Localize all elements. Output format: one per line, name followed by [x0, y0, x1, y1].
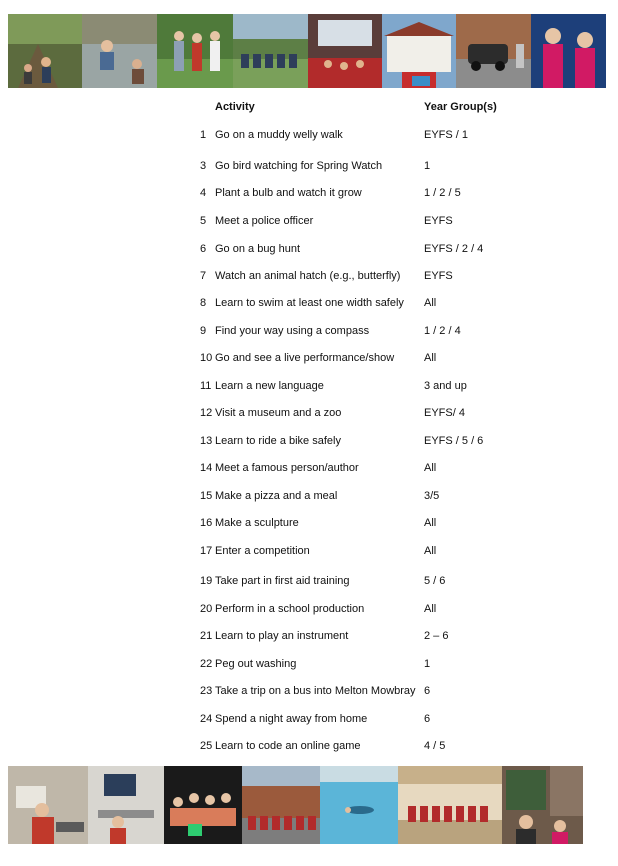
row-activity: Take part in first aid training — [215, 575, 350, 587]
table-row — [0, 685, 618, 701]
row-activity: Plant a bulb and watch it grow — [215, 187, 362, 199]
row-activity: Go and see a live performance/show — [215, 352, 395, 364]
table-row — [0, 713, 618, 729]
forest-den-photo — [8, 14, 82, 88]
row-number: 10 — [200, 352, 213, 364]
row-activity: Go on a bug hunt — [215, 243, 301, 255]
costume-children-photo — [531, 14, 606, 88]
row-number: 12 — [200, 407, 213, 419]
table-row — [0, 380, 618, 396]
stream-photo — [82, 14, 157, 88]
row-activity: Learn to code an online game — [215, 740, 361, 752]
table-row — [0, 407, 618, 423]
row-year-group: 4 / 5 — [424, 740, 446, 752]
table-row — [0, 187, 618, 203]
row-number: 5 — [200, 215, 207, 227]
row-activity: Find your way using a compass — [215, 325, 370, 337]
row-activity: Visit a museum and a zoo — [215, 407, 342, 419]
row-year-group: 5 / 6 — [424, 575, 446, 587]
row-number: 23 — [200, 685, 213, 697]
table-row — [0, 575, 618, 591]
row-year-group: EYFS / 5 / 6 — [424, 435, 484, 447]
row-number: 15 — [200, 490, 213, 502]
row-activity: Meet a famous person/author — [215, 462, 359, 474]
row-activity: Spend a night away from home — [215, 713, 368, 725]
classroom-photo — [8, 766, 88, 844]
table-row — [0, 129, 618, 145]
row-number: 8 — [200, 297, 207, 309]
table-row — [0, 740, 618, 756]
row-number: 9 — [200, 325, 207, 337]
row-activity: Make a sculpture — [215, 517, 299, 529]
row-year-group: 1 — [424, 658, 431, 670]
table-row — [0, 603, 618, 619]
row-number: 16 — [200, 517, 213, 529]
school-building-photo — [382, 14, 456, 88]
row-activity: Learn a new language — [215, 380, 324, 392]
row-number: 21 — [200, 630, 213, 642]
museum-group-photo — [398, 766, 502, 844]
row-number: 19 — [200, 575, 213, 587]
row-number: 24 — [200, 713, 213, 725]
row-number: 11 — [200, 380, 212, 392]
row-year-group: 2 – 6 — [424, 630, 449, 642]
park-group-photo — [233, 14, 308, 88]
row-year-group: All — [424, 517, 437, 529]
row-activity: Meet a police officer — [215, 215, 314, 227]
row-year-group: 6 — [424, 685, 431, 697]
table-row — [0, 545, 618, 561]
outdoor-group-photo — [242, 766, 320, 844]
row-activity: Watch an animal hatch (e.g., butterfly) — [215, 270, 401, 282]
row-number: 7 — [200, 270, 207, 282]
row-year-group: EYFS — [424, 270, 453, 282]
table-row — [0, 435, 618, 451]
bottom-photo-strip — [8, 766, 583, 844]
row-number: 6 — [200, 243, 207, 255]
row-number: 1 — [200, 129, 207, 141]
table-row — [0, 490, 618, 506]
row-year-group: 3 and up — [424, 380, 467, 392]
assembly-hall-photo — [308, 14, 382, 88]
row-activity: Perform in a school production — [215, 603, 365, 615]
table-row — [0, 517, 618, 533]
row-year-group: All — [424, 603, 437, 615]
row-year-group: EYFS / 1 — [424, 129, 469, 141]
table-row — [0, 270, 618, 286]
table-row — [0, 243, 618, 259]
row-activity: Go on a muddy welly walk — [215, 129, 343, 141]
table-row — [0, 630, 618, 646]
row-number: 20 — [200, 603, 213, 615]
activity-column-header: Activity — [215, 101, 255, 113]
row-activity: Learn to swim at least one width safely — [215, 297, 404, 309]
table-row — [0, 352, 618, 368]
row-activity: Learn to play an instrument — [215, 630, 349, 642]
row-year-group: 3/5 — [424, 490, 440, 502]
garden-group-photo — [157, 14, 233, 88]
row-year-group: 1 — [424, 160, 431, 172]
row-activity: Make a pizza and a meal — [215, 490, 338, 502]
row-number: 22 — [200, 658, 213, 670]
row-year-group: 6 — [424, 713, 431, 725]
top-photo-strip — [8, 14, 606, 88]
table-row — [0, 215, 618, 231]
row-activity: Peg out washing — [215, 658, 297, 670]
table-row — [0, 160, 618, 176]
row-number: 13 — [200, 435, 213, 447]
row-number: 4 — [200, 187, 207, 199]
row-activity: Go bird watching for Spring Watch — [215, 160, 383, 172]
row-year-group: EYFS / 2 / 4 — [424, 243, 484, 255]
row-activity: Learn to ride a bike safely — [215, 435, 341, 447]
row-number: 3 — [200, 160, 207, 172]
table-row — [0, 297, 618, 313]
row-number: 14 — [200, 462, 213, 474]
row-year-group: All — [424, 462, 437, 474]
row-year-group: EYFS — [424, 215, 453, 227]
table-row — [0, 462, 618, 478]
computer-lesson-photo — [88, 766, 164, 844]
row-year-group: All — [424, 297, 437, 309]
row-year-group: EYFS/ 4 — [424, 407, 465, 419]
street-trip-photo — [502, 766, 583, 844]
stage-performance-photo — [164, 766, 242, 844]
row-year-group: All — [424, 352, 437, 364]
row-activity: Take a trip on a bus into Melton Mowbray — [215, 685, 416, 697]
row-number: 17 — [200, 545, 213, 557]
table-row — [0, 658, 618, 674]
row-number: 25 — [200, 740, 213, 752]
row-activity: Enter a competition — [215, 545, 310, 557]
row-year-group: All — [424, 545, 437, 557]
year-column-header: Year Group(s) — [424, 101, 497, 113]
table-row — [0, 325, 618, 341]
row-year-group: 1 / 2 / 4 — [424, 325, 461, 337]
swimming-pool-photo — [320, 766, 398, 844]
vintage-car-photo — [456, 14, 531, 88]
row-year-group: 1 / 2 / 5 — [424, 187, 461, 199]
